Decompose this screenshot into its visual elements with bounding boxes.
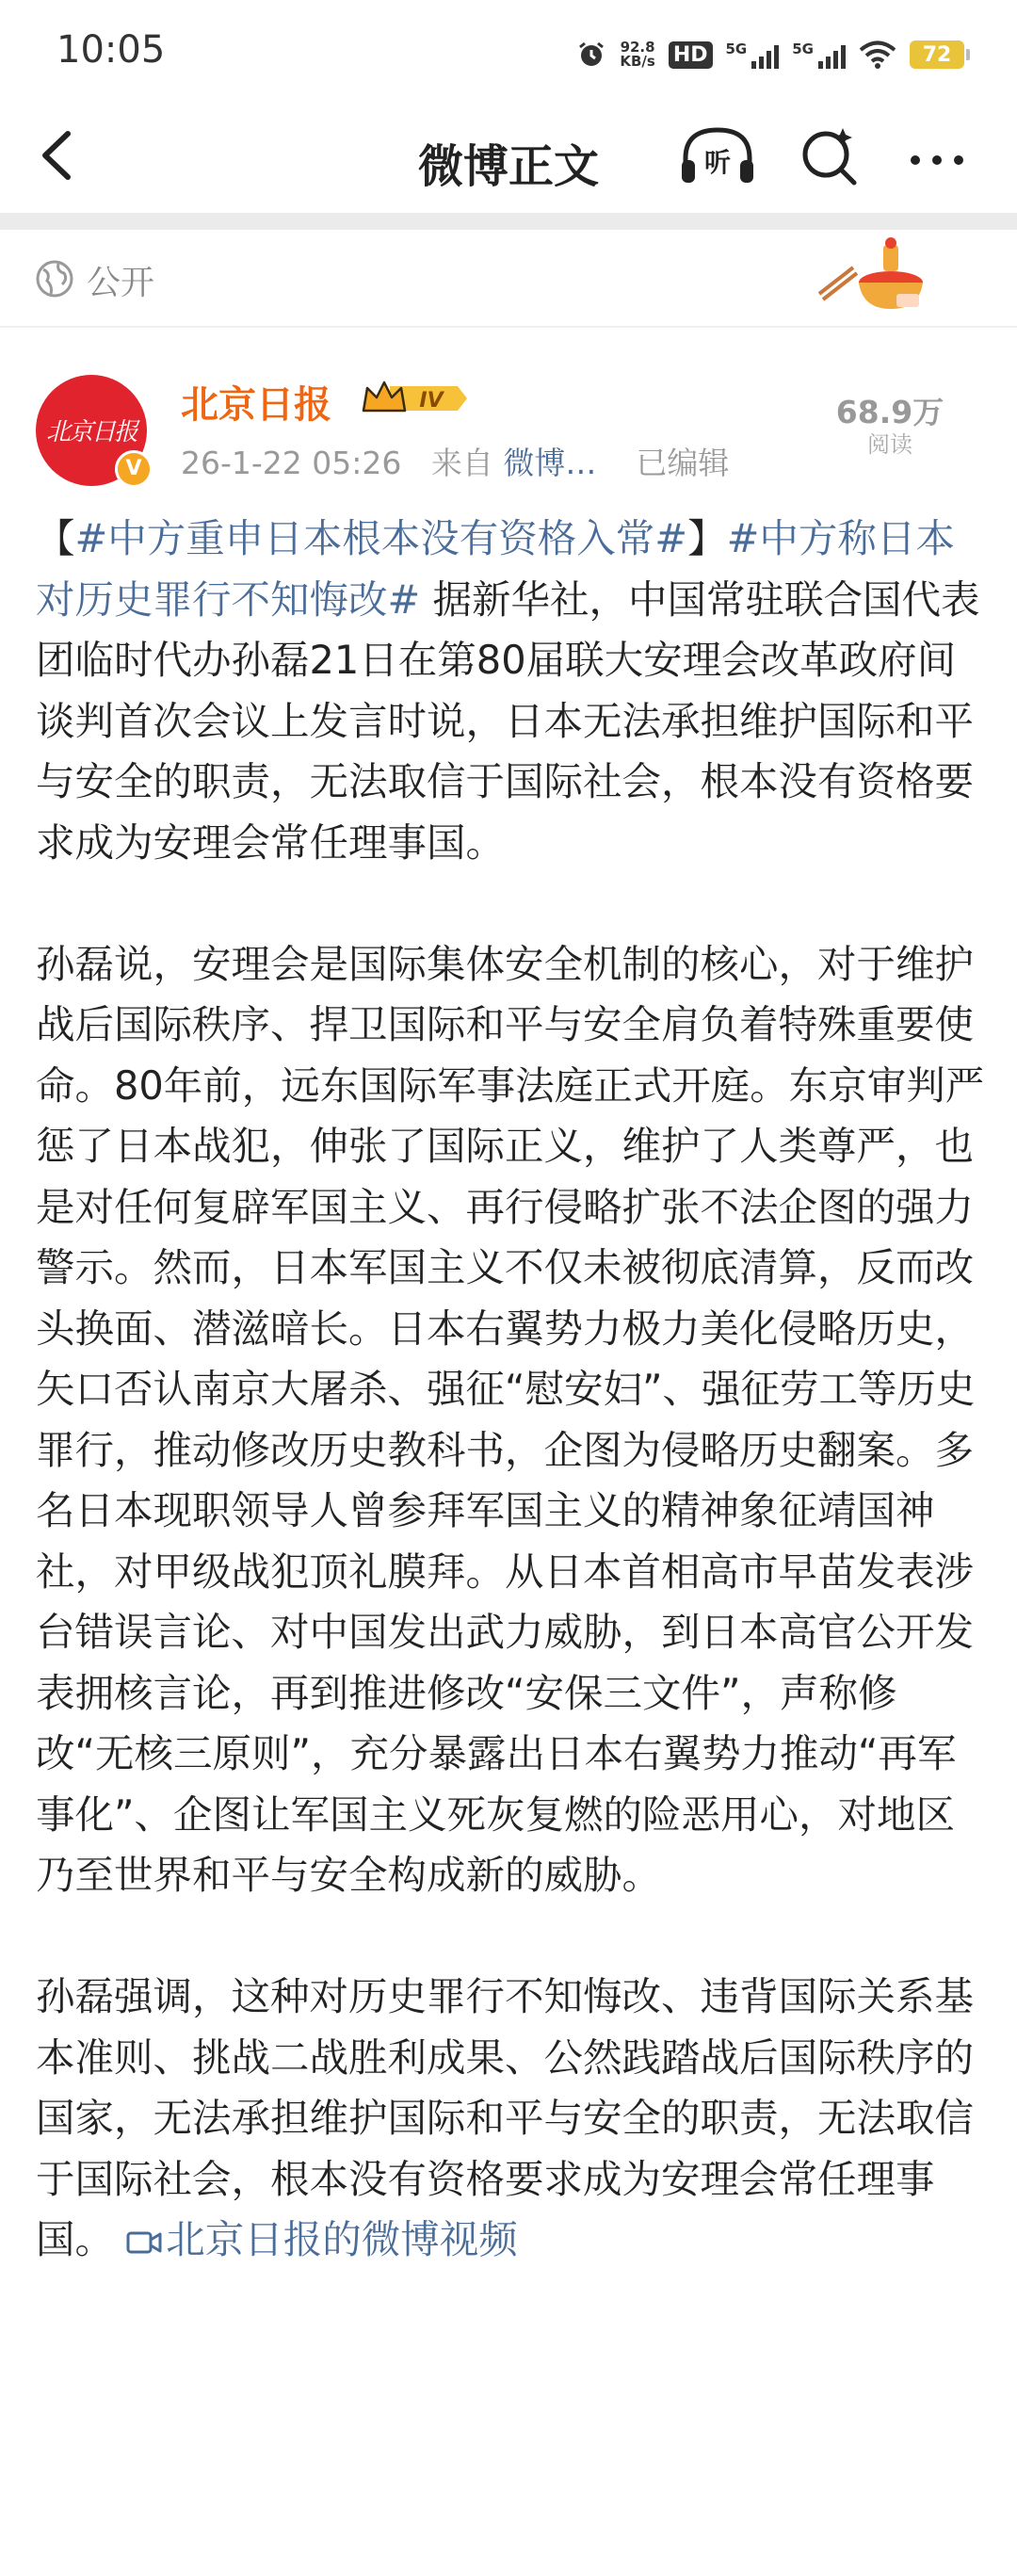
signal-icon: 5G [792, 41, 846, 69]
paragraph-1: 【#中方重申日本根本没有资格入常#】#中方称日本对历史罪行不知悔改# 据新华社，中国常驻联合国代表团临时代办孙磊21日在第80届联大安理会改革政府间谈判首次会议上发言时说，日本无法承担维护国际和平与安全的职责，无法取信于国际社会，根本没有资格要求成为安理会常任理事国。 [36, 515, 980, 866]
search-sparkle-icon[interactable] [796, 122, 862, 188]
avatar-logo-text: 北京日报 [45, 418, 137, 446]
visibility-label: 公开 [87, 264, 155, 302]
source-prefix: 来自 [430, 445, 493, 481]
headphones-icon[interactable] [676, 122, 759, 188]
post-meta [181, 439, 729, 483]
wifi-icon [859, 40, 896, 70]
source-link[interactable]: 微博… [503, 445, 597, 481]
author-name[interactable]: 北京日报 [181, 383, 331, 427]
status-time: 10:05 [56, 28, 166, 72]
globe-icon [34, 258, 75, 300]
crown-level-badge-icon[interactable] [362, 379, 471, 418]
page-title: 微博正文 [417, 140, 599, 193]
post-body [36, 509, 987, 2271]
listen-label: 听 [703, 147, 732, 178]
badge-level: IV [419, 389, 444, 413]
separator-band [0, 213, 1017, 230]
post-timestamp: 26-1-22 05:26 [181, 445, 402, 481]
video-link[interactable]: 北京日报的微博视频 [126, 2216, 518, 2262]
nav-bar [0, 104, 1017, 207]
read-count: 68.9万 [835, 394, 944, 430]
signal-icon: 5G [726, 41, 780, 69]
visibility-row [0, 230, 1017, 322]
edited-label[interactable]: 已编辑 [636, 445, 730, 481]
video-camera-icon [126, 2228, 162, 2257]
paragraph-3: 孙磊强调，这种对历史罪行不知悔改、违背国际关系基本准则、挑战二战胜利成果、公然践踏战后国际秩序的国家，无法承担维护国际和平与安全的职责，无法取信于国际社会，根本没有资格要求成为安理会常任理事国。 北京日报的微博视频 [36, 1973, 975, 2262]
paragraph-2: 孙磊说，安理会是国际集体安全机制的核心，对于维护战后国际秩序、捍卫国际和平与安全肩负着特殊重要使命。80年前，远东国际军事法庭正式开庭。东京审判严惩了日本战犯，伸张了国际正义，维护了人类尊严，也是对任何复辟军国主义、再行侵略扩张不法企图的强力警示。然而，日本军国主义不仅未被彻底清算，反而改头换面、潜滋暗长。日本右翼势力极力美化侵略历史，矢口否认南京大屠杀、强征“慰安妇”、强征劳工等历史罪行，推动修改历史教科书，企图为侵略历史翻案。多名日本现职领导人曾参拜军国主义的精神象征靖国神社，对甲级战犯顶礼膜拜。从日本首相高市早苗发表涉台错误言论、对中国发出武力威胁，到日本高官公开发表拥核言论，再到推进修改“安保三文件”，声称修改“无核三原则”，充分暴露出日本右翼势力推动“再军事化”、企图让军国主义死灰复燃的险恶用心，对地区乃至世界和平与安全构成新的威胁。 [36, 940, 985, 1898]
verified-badge: V [115, 450, 153, 488]
divider [0, 326, 1017, 328]
status-icons [576, 32, 964, 77]
more-dots-icon[interactable] [904, 122, 970, 188]
hashtag-link[interactable]: #中方称日本对历史罪行不知悔改# [36, 515, 955, 623]
net-speed: 92.8 KB/s [620, 39, 655, 70]
alarm-icon [576, 40, 606, 70]
status-bar [0, 0, 1017, 104]
avatar[interactable] [36, 375, 147, 486]
hd-icon: HD [669, 41, 713, 69]
read-label: 阅读 [867, 431, 912, 458]
hotpot-sticker-icon [815, 235, 936, 316]
battery-icon: 72 [910, 41, 964, 69]
hashtag-link[interactable]: #中方重申日本根本没有资格入常# [74, 515, 688, 561]
